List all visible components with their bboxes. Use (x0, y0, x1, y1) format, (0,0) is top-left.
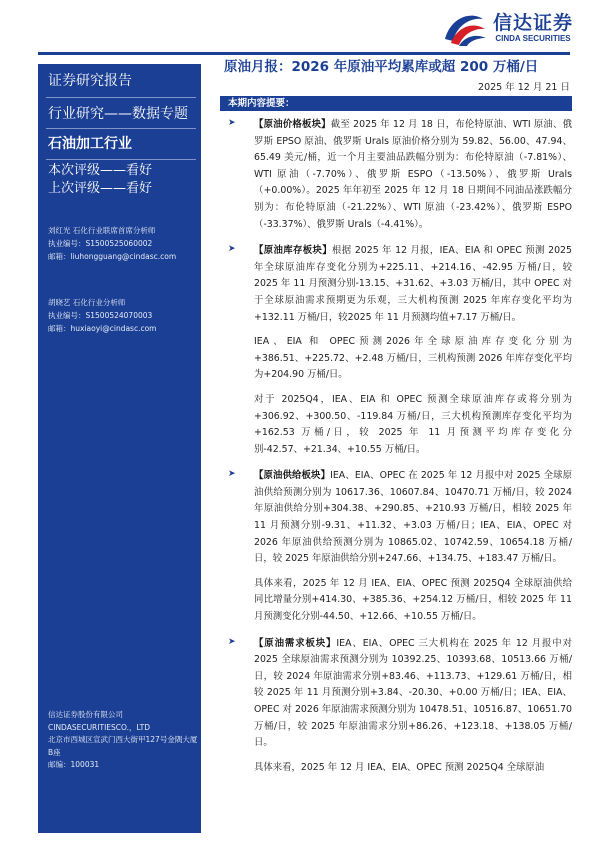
report-date: 2025 年 12 月 21 日 (478, 82, 570, 93)
analyst-email[interactable]: 邮箱：huxiaoyi@cindasc.com (48, 324, 157, 333)
main-content (220, 56, 572, 776)
section-text: 根据 2025 年 12 月报，IEA、EIA 和 OPEC 预测 2025 年全球原油库存变化分别为+225.11、+214.16、-42.95 万桶/日，较 2025 年 11 月预测分别-13.15、+31.62、+3.03 万桶/日，其中 OPEC 对于全球原油需求预期更为乐观，三大机构预测 2025 年库存变化平均为+132.11 万桶/日，较2025 年 11 月预测均值+7.17 万桶/日。 (254, 245, 572, 323)
arrow-bullet-icon: ➤ (228, 636, 236, 647)
rating-current: 本次评级——看好 (48, 163, 153, 178)
sidebar-divider (46, 97, 196, 98)
section-paragraph (254, 468, 572, 568)
analyst-card (48, 224, 198, 263)
section-tag: 【原油需求板块】 (254, 637, 337, 649)
page-title: 原油月报：2026 年原油平均累库或超 200 万桶/日 (224, 59, 539, 75)
rating-previous: 上次评级——看好 (48, 181, 153, 196)
sidebar-divider (46, 159, 196, 160)
company-address: 北京市西城区宣武门西大街甲127号金隅大厦B座 (48, 735, 198, 757)
section-demand (220, 636, 572, 752)
section-paragraph (254, 636, 572, 752)
report-type: 证券研究报告 (48, 73, 132, 89)
section-inventory (220, 243, 572, 326)
section-extra-paragraph: 具体来看，2025 年 12 月 IEA、EIA、OPEC 预测 2025Q4 全球原油 (254, 761, 545, 773)
industry-name: 石油加工行业 (48, 136, 132, 152)
section-paragraph (254, 117, 572, 233)
arrow-bullet-icon: ➤ (228, 244, 236, 255)
section-extra-paragraph: 具体来看，2025 年 12 月 IEA、EIA、OPEC 预测 2025Q4 全球原油供给同比增量分别+414.30、+385.36、+254.12 万桶/日，相较 2025 年 11 月预测变化分别-44.50、+12.66、+10.55 万桶/日。 (254, 577, 572, 623)
company-name-cn: 信达证券股份有限公司 (48, 710, 123, 719)
analyst-name-title: 刘红光 石化行业联席首席分析师 (48, 226, 156, 235)
section-price (220, 117, 572, 233)
cinda-logo-icon (441, 9, 487, 47)
header-rule (38, 52, 570, 55)
section-text: 截至 2025 年 12 月 18 日，布伦特原油、WTI 原油、俄罗斯 EPSO 原油、俄罗斯 Urals 原油价格分别为 59.82、56.00、47.94、65.49 美元/桶，近一个月主要油品跌幅分别为：布伦特原油（-7.81%）、WTI 原油（-7.70%）、俄罗斯 ESPO（-13.50%）、俄罗斯 Urals（+0.00%）。2025 年年初至 2025 年 12 月 18 日期间不同油品涨跌幅分别为：布伦特原油（-21.22%）、WTI 原油（-23.42%）、俄罗斯 ESPO（-33.37%）、俄罗斯 Urals（-4.41%）。 (254, 119, 572, 230)
arrow-bullet-icon: ➤ (228, 118, 236, 128)
analyst-name-title: 胡晓艺 石化行业分析师 (48, 298, 126, 307)
section-extra-paragraph: IEA、EIA 和 OPEC预测2026年全球原油库存变化分别为+386.51、+225.72、+2.48 万桶/日，三机构预测 2026 年库存变化平均为+204.90 万桶/日。 (254, 336, 572, 381)
section-tag: 【原油库存板块】 (254, 245, 332, 257)
report-category: 行业研究——数据专题 (48, 106, 188, 122)
company-name-en: CINDASECURITIESCO.，LTD (48, 722, 150, 732)
logo-name-en: CINDA SECURITIES (495, 34, 571, 43)
summary-header: 本期内容提要： (220, 96, 572, 111)
sidebar (38, 64, 201, 833)
section-tag: 【原油价格板块】 (254, 119, 331, 130)
section-text: IEA、EIA、OPEC 三大机构在 2025 年 12 月报中对 2025 全球原油需求预测分别为 10392.25、10393.68、10513.66 万桶/日，较 2024 年原油需求分别+83.46、+113.73、+129.61 万桶/日，相较 2025 年 11 月预测分别+3.84、-20.30、+0.00 万桶/日；IEA、EIA、OPEC 对 2026 年原油需求预测分别为 10478.51、10516.87、10651.70 万桶/日，较 2025 年原油需求分别+86.26、+123.18、+138.05 万桶/日。 (254, 637, 572, 749)
analyst-license: 执业编号：S1500525060002 (48, 239, 153, 248)
analyst-card (48, 296, 198, 335)
section-paragraph (254, 243, 572, 326)
section-supply (220, 468, 572, 568)
analyst-license: 执业编号：S1500524070003 (48, 311, 153, 320)
section-extra-paragraph: 对于 2025Q4，IEA、EIA 和 OPEC 预测全球原油库存或将分别为+306.92、+300.50、-119.84 万桶/日，三大机构预测库存变化平均为+162.53 万桶/日，较 2025 年 11 月预测平均库存变化分别-42.57、+21.34、+10.55 万桶/日。 (254, 393, 572, 455)
sidebar-divider (46, 128, 196, 129)
analyst-email[interactable]: 邮箱：liuhongguang@cindasc.com (48, 252, 177, 261)
company-info (48, 709, 198, 772)
section-text: IEA、EIA、OPEC 在 2025 年 12 月报中对 2025 全球原油供给预测分别为 10617.36、10607.84、10470.71 万桶/日，较 2024 年原油供给分别+304.38、+290.85、+210.93 万桶/日，相较 2025 年 11 月预测分别-9.31、+11.32、+3.03 万桶/日；IEA、EIA、OPEC 对 2026 年原油供给预测分别为 10865.02、10742.59、10654.18 万桶/日，较 2025 年原油供给分别+247.66、+134.75、+183.47 万桶/日。 (254, 470, 572, 565)
logo-name-cn: 信达证券 (492, 12, 573, 34)
brand-logo (441, 8, 573, 48)
arrow-bullet-icon: ➤ (228, 469, 236, 480)
company-postcode: 邮编：100031 (48, 760, 100, 769)
section-tag: 【原油供给板块】 (254, 470, 331, 482)
